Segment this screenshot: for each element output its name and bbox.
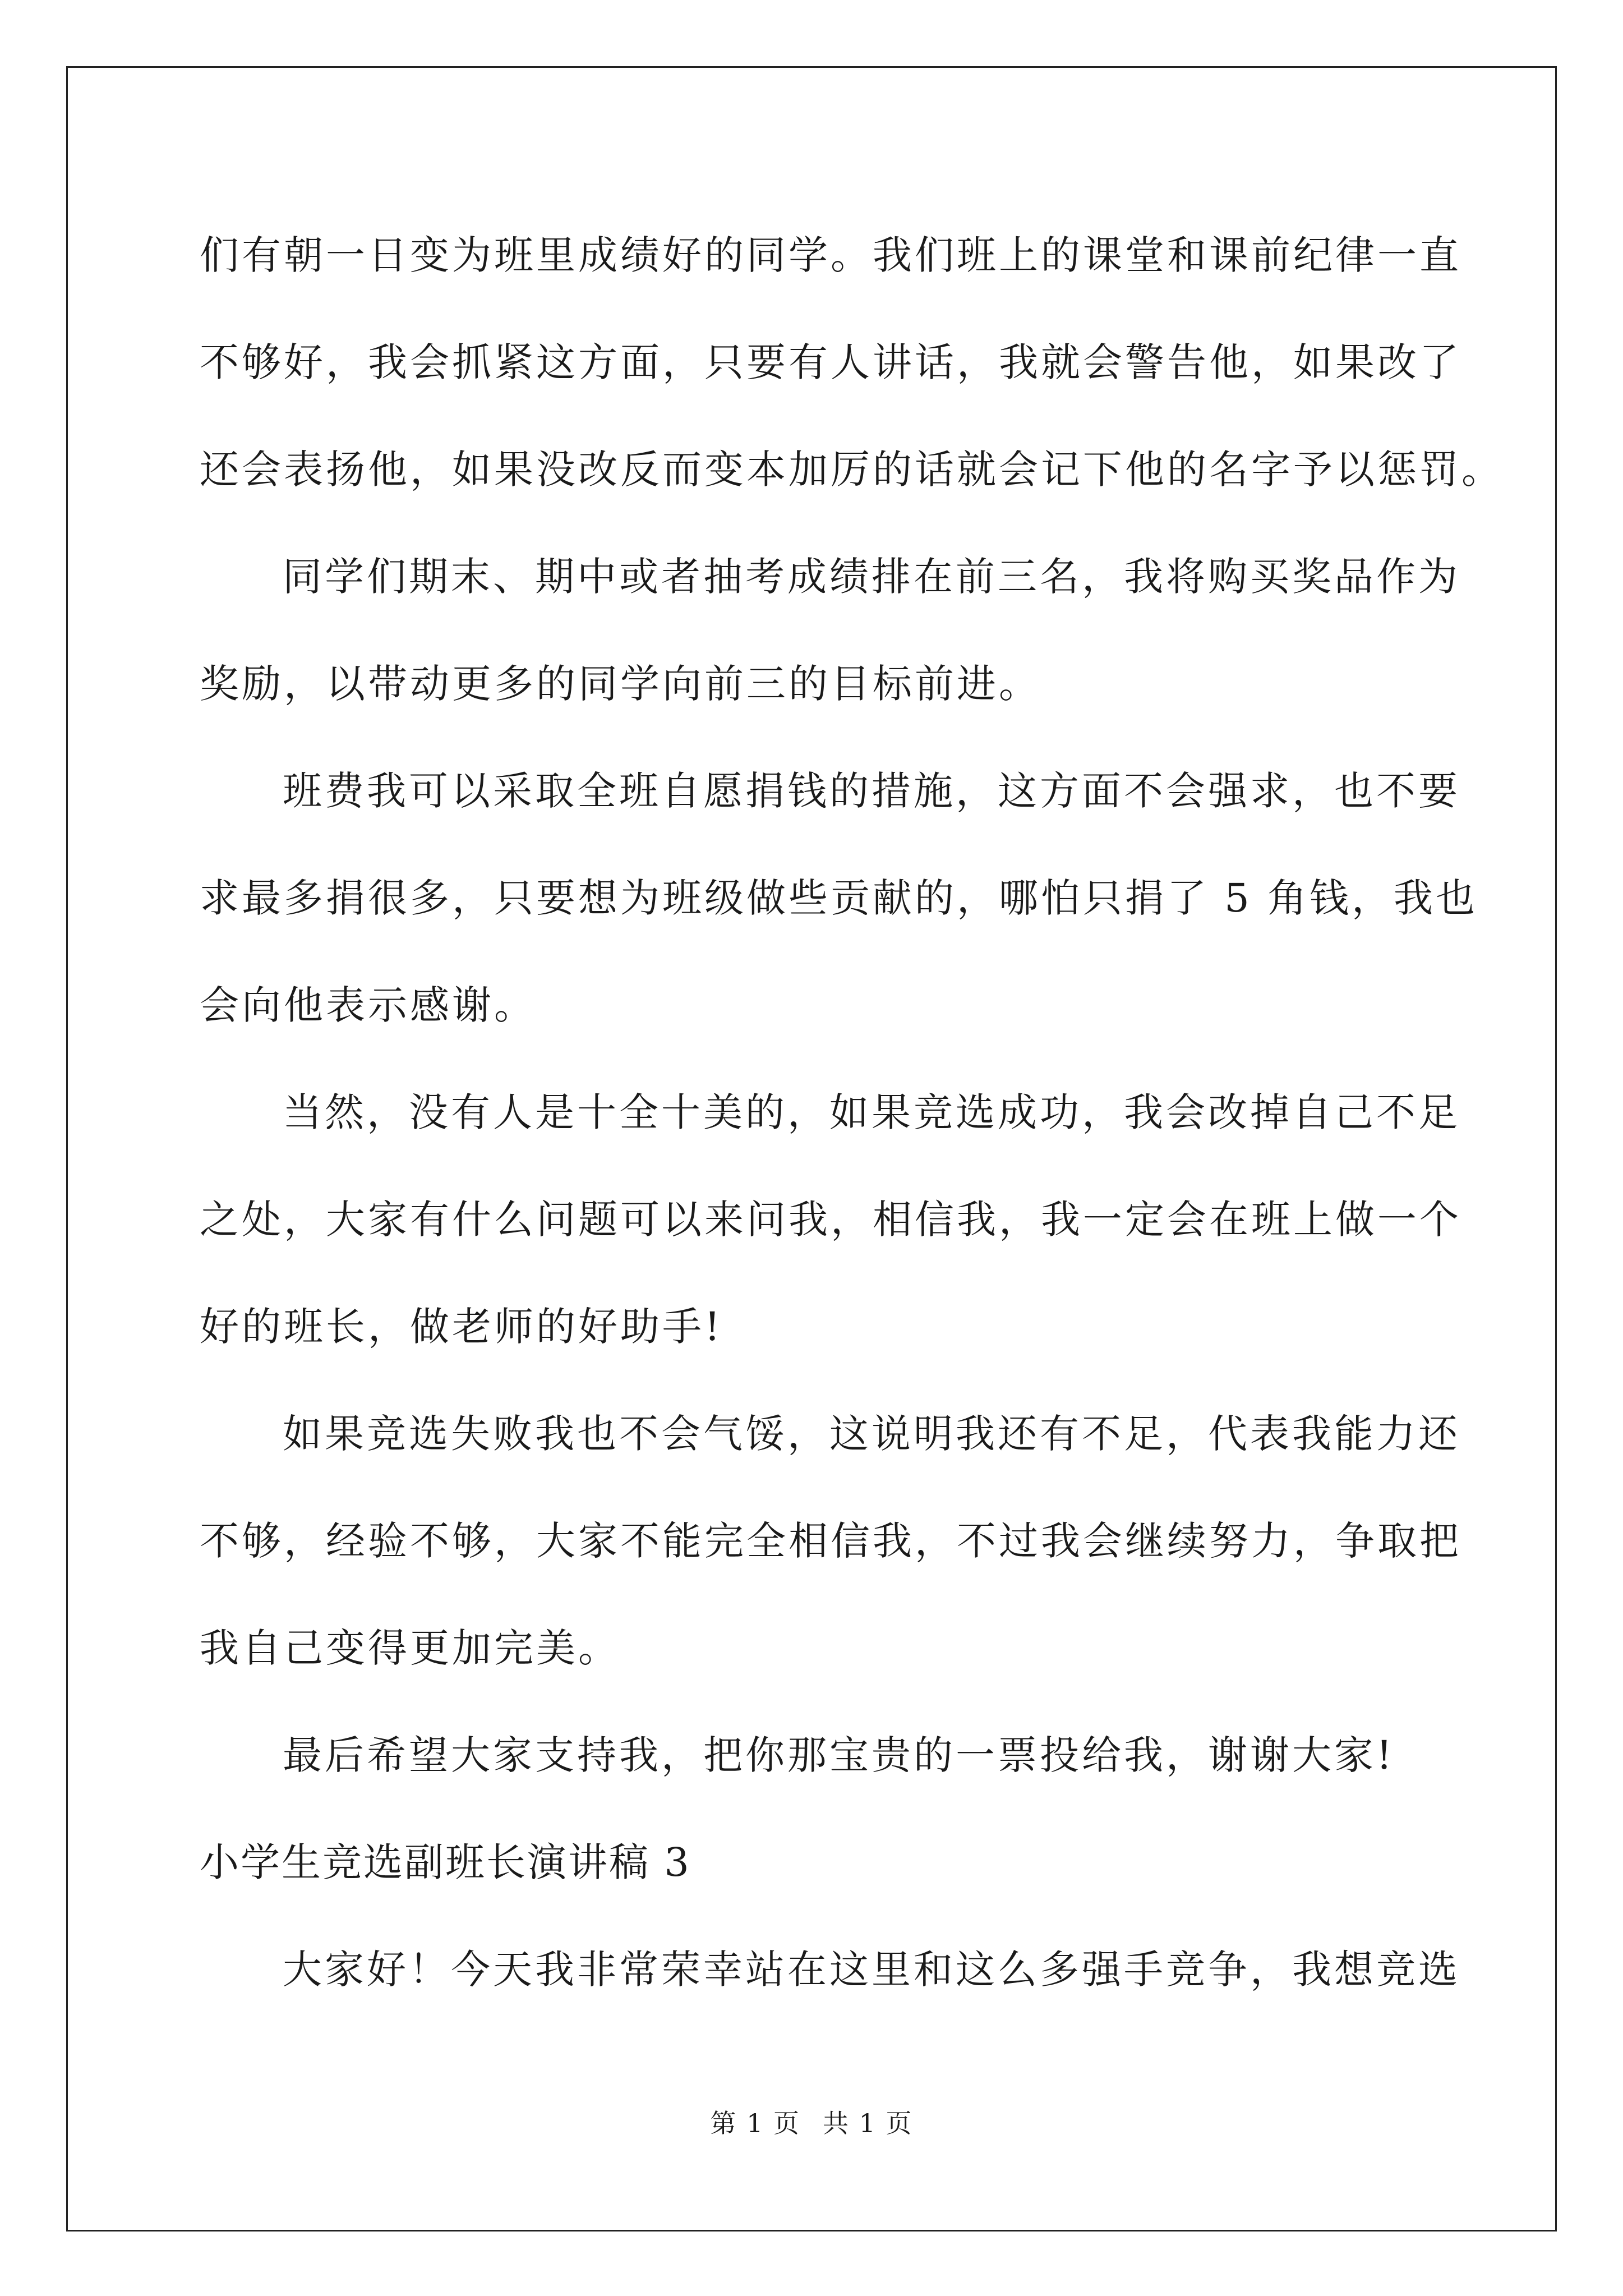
paragraph-start-line: 如果竞选失败我也不会气馁，这说明我还有不足，代表我能力还 xyxy=(283,1411,1460,1457)
page-footer xyxy=(0,2106,1623,2140)
text-line: 会向他表示感谢。 xyxy=(200,982,536,1028)
page-total: 共 1 页 xyxy=(823,2108,913,2138)
document-body xyxy=(200,202,1504,2023)
text-line: 奖励，以带动更多的同学向前三的目标前进。 xyxy=(200,661,1041,707)
paragraph-start-line: 大家好！今天我非常荣幸站在这里和这么多强手竞争，我想竞选 xyxy=(283,1947,1460,1993)
paragraph-start-line: 同学们期末、期中或者抽考成绩排在前三名，我将购买奖品作为 xyxy=(283,554,1460,600)
text-line: 们有朝一日变为班里成绩好的同学。我们班上的课堂和课前纪律一直 xyxy=(200,232,1461,278)
text-line: 好的班长，做老师的好助手! xyxy=(200,1304,723,1350)
page-number: 第 1 页 xyxy=(710,2108,800,2138)
text-line: 不够好，我会抓紧这方面，只要有人讲话，我就会警告他，如果改了 xyxy=(200,339,1461,385)
section-heading: 小学生竞选副班长演讲稿 3 xyxy=(200,1839,691,1885)
paragraph-start-line: 当然，没有人是十全十美的，如果竞选成功，我会改掉自己不足 xyxy=(283,1089,1460,1135)
text-line: 不够，经验不够，大家不能完全相信我，不过我会继续努力，争取把 xyxy=(200,1518,1461,1564)
text-line: 我自己变得更加完美。 xyxy=(200,1625,620,1671)
text-line: 之处，大家有什么问题可以来问我，相信我，我一定会在班上做一个 xyxy=(200,1197,1461,1243)
paragraph-start-line: 最后希望大家支持我，把你那宝贵的一票投给我，谢谢大家! xyxy=(283,1732,1395,1778)
text-line: 求最多捐很多，只要想为班级做些贡献的，哪怕只捐了 5 角钱，我也 xyxy=(200,875,1478,921)
text-line: 还会表扬他，如果没改反而变本加厉的话就会记下他的名字予以惩罚。 xyxy=(200,447,1504,493)
paragraph-start-line: 班费我可以采取全班自愿捐钱的措施，这方面不会强求，也不要 xyxy=(283,768,1460,814)
